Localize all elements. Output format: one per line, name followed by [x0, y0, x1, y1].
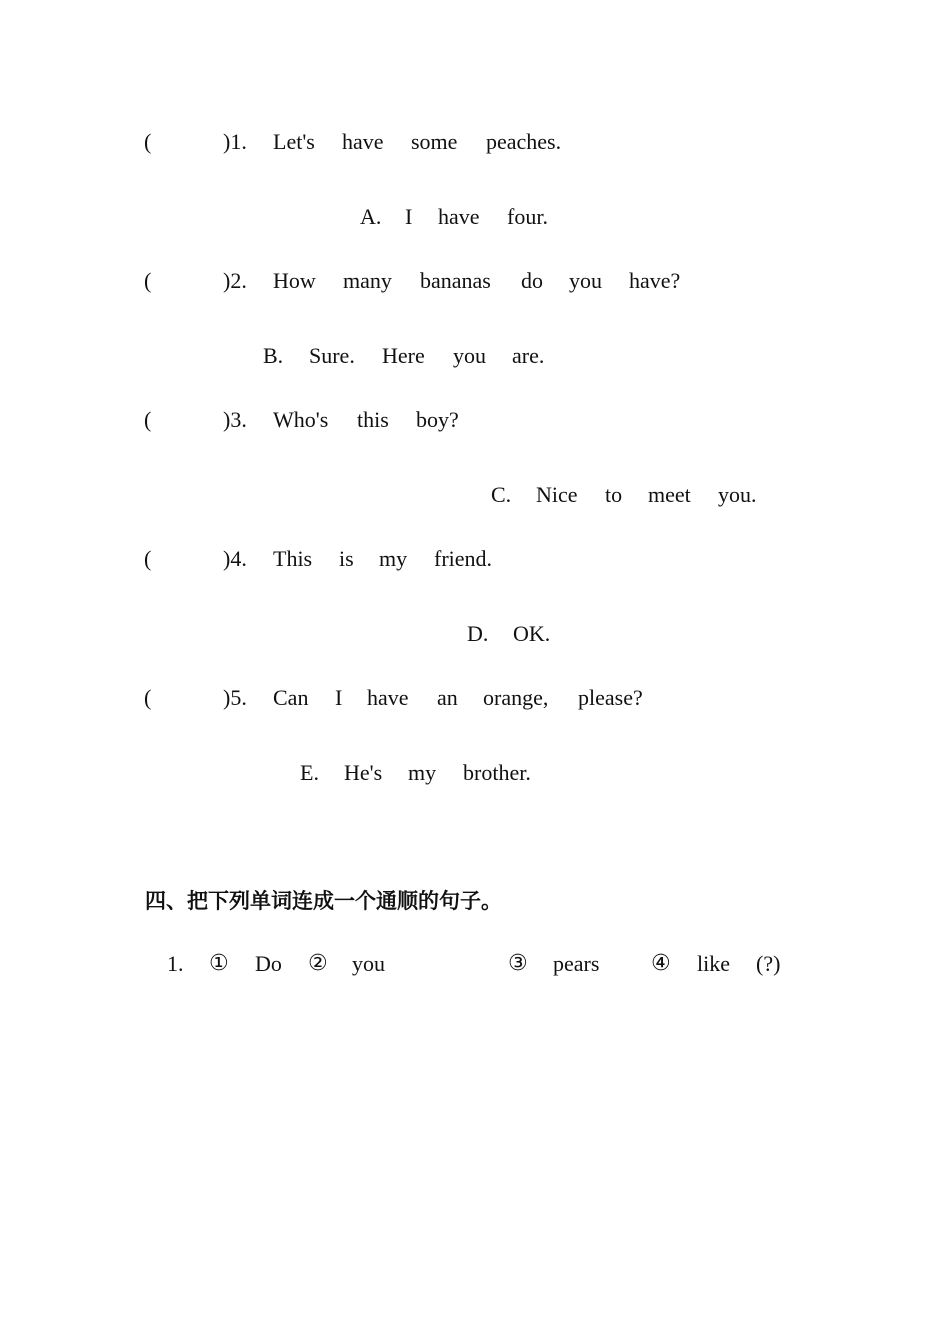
word: four. — [507, 204, 548, 229]
question-number: )5. — [223, 685, 247, 710]
word: please? — [578, 685, 643, 710]
answer-blank-open: ( — [144, 685, 152, 710]
word: you — [569, 268, 602, 293]
word: I — [335, 685, 343, 710]
word: He's — [344, 760, 383, 785]
question-1 — [0, 128, 950, 156]
word: this — [357, 407, 389, 432]
section-4-heading: 四、把下列单词连成一个通顺的句子。 — [145, 889, 502, 913]
answer-letter: E. — [300, 760, 319, 785]
circled-number: ③ — [508, 951, 528, 976]
word: boy? — [416, 407, 459, 432]
word: meet — [648, 482, 691, 507]
question-4 — [0, 545, 950, 573]
word: like — [697, 951, 730, 976]
question-number: )4. — [223, 546, 247, 571]
word: Let's — [273, 129, 315, 154]
answer-letter: C. — [491, 482, 512, 507]
word: Nice — [536, 482, 578, 507]
word: I — [405, 204, 413, 229]
answer-a — [0, 203, 950, 231]
word: you. — [718, 482, 757, 507]
word: do — [521, 268, 543, 293]
question-number: )3. — [223, 407, 247, 432]
question-number: )2. — [223, 268, 247, 293]
reorder-item-1 — [0, 950, 950, 978]
circled-number: ④ — [651, 951, 671, 976]
word: have — [438, 204, 480, 229]
question-number: )1. — [223, 129, 247, 154]
word: my — [379, 546, 408, 571]
question-5 — [0, 684, 950, 712]
word: OK. — [513, 621, 551, 646]
word: many — [343, 268, 392, 293]
word: are. — [512, 343, 545, 368]
answer-blank-open: ( — [144, 268, 152, 293]
circled-number: ② — [308, 951, 328, 976]
answer-blank-open: ( — [144, 407, 152, 432]
word: This — [273, 546, 313, 571]
item-number: 1. — [167, 951, 184, 976]
answer-letter: A. — [360, 204, 382, 229]
answer-blank-open: ( — [144, 129, 152, 154]
word: orange, — [483, 685, 549, 710]
word: Do — [255, 951, 282, 976]
word: bananas — [420, 268, 491, 293]
word: you — [352, 951, 385, 976]
answer-blank-open: ( — [144, 546, 152, 571]
word: Sure. — [309, 343, 355, 368]
word: is — [339, 546, 354, 571]
word: have — [367, 685, 409, 710]
word: have? — [629, 268, 681, 293]
word: friend. — [434, 546, 493, 571]
question-2 — [0, 267, 950, 295]
question-3 — [0, 406, 950, 434]
word: you — [453, 343, 486, 368]
answer-d — [0, 620, 950, 648]
word: my — [408, 760, 437, 785]
word: brother. — [463, 760, 531, 785]
word: to — [605, 482, 623, 507]
answer-b — [0, 342, 950, 370]
word: peaches. — [486, 129, 562, 154]
word: Can — [273, 685, 309, 710]
circled-number: ① — [209, 951, 229, 976]
word: How — [273, 268, 316, 293]
word: Who's — [273, 407, 329, 432]
answer-letter: B. — [263, 343, 284, 368]
word: some — [411, 129, 458, 154]
answer-letter: D. — [467, 621, 489, 646]
answer-e — [0, 759, 950, 787]
word: pears — [553, 951, 600, 976]
answer-c — [0, 481, 950, 509]
word: (?) — [756, 951, 781, 976]
word: Here — [382, 343, 425, 368]
word: an — [437, 685, 458, 710]
word: have — [342, 129, 384, 154]
